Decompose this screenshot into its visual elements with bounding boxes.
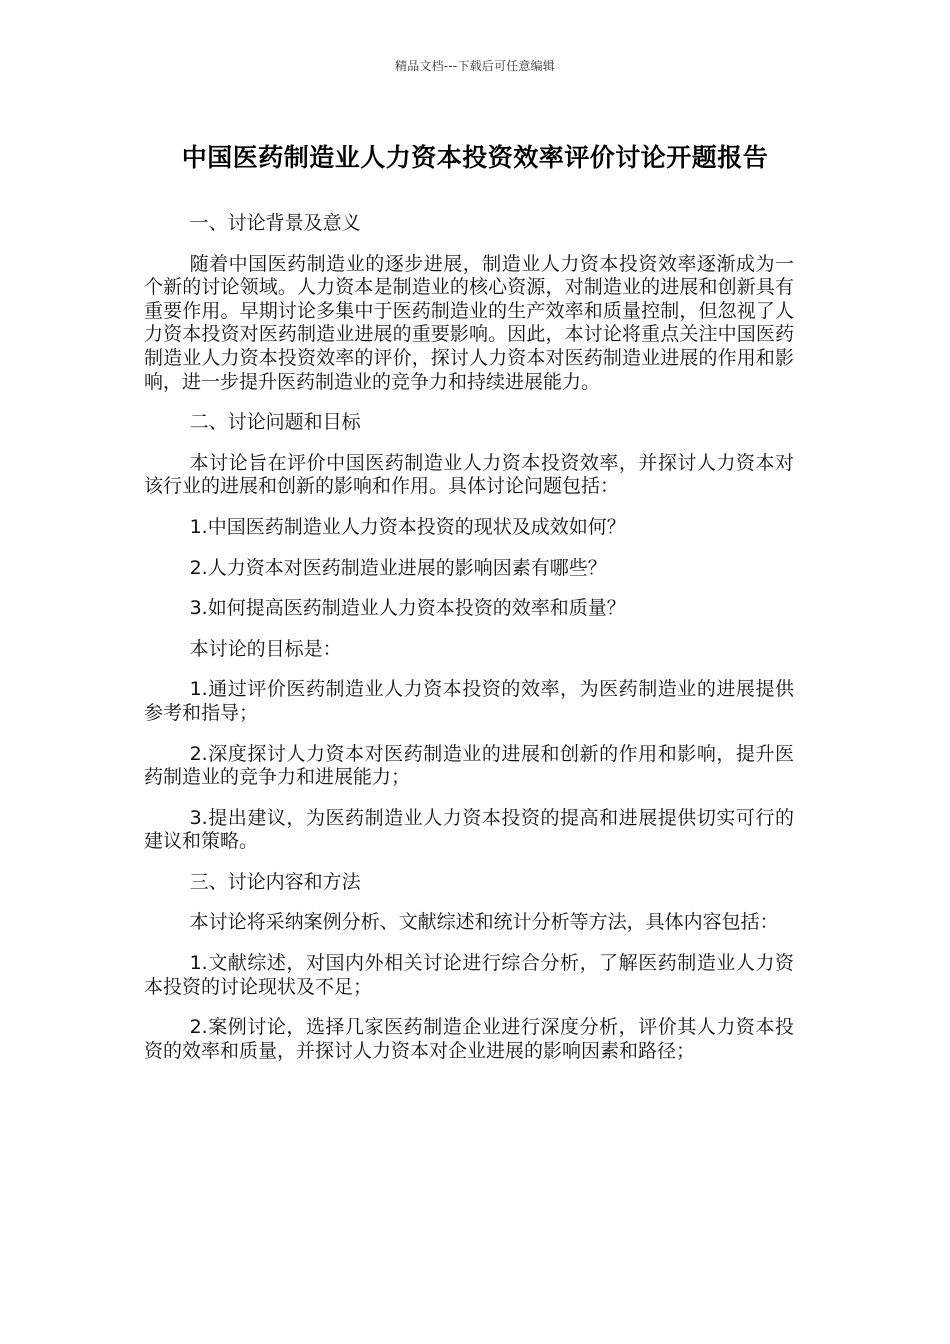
goal-item-3: 3.提出建议，为医药制造业人力资本投资的提高和进展提供切实可行的建议和策略。 [144, 806, 794, 853]
goal-item-2: 2.深度探讨人力资本对医药制造业的进展和创新的作用和影响，提升医药制造业的竞争力和进展能力； [144, 742, 794, 789]
question-item-1: 1.中国医药制造业人力资本投资的现状及成效如何？ [189, 515, 626, 538]
question-item-3: 3.如何提高医药制造业人力资本投资的效率和质量？ [189, 597, 626, 620]
paragraph-background: 随着中国医药制造业的逐步进展，制造业人力资本投资效率逐渐成为一个新的讨论领域。人力资本是制造业的核心资源，对制造业的进展和创新具有重要作用。早期讨论多集中于医药制造业的生产效率和质量控制，但忽视了人力资本投资对医药制造业进展的重要影响。因此，本讨论将重点关注中国医药制造业人力资本投资效率的评价，探讨人力资本对医药制造业进展的作用和影响，进一步提升医药制造业的竞争力和持续进展能力。 [144, 252, 794, 393]
document-body [144, 212, 794, 1080]
section-heading-background: 一、讨论背景及意义 [189, 212, 361, 234]
goal-item-1: 1.通过评价医药制造业人力资本投资的效率，为医药制造业的进展提供参考和指导； [144, 678, 794, 724]
section-heading-questions: 二、讨论问题和目标 [189, 411, 361, 434]
header-note: 精品文档---下载后可任意编辑 [395, 59, 555, 73]
method-item-2: 2.案例讨论，选择几家医药制造企业进行深度分析，评价其人力资本投资的效率和质量，并探讨人力资本对企业进展的影响因素和路径； [144, 1016, 794, 1062]
document-title: 中国医药制造业人力资本投资效率评价讨论开题报告 [181, 143, 769, 172]
question-item-2: 2.人力资本对医药制造业进展的影响因素有哪些？ [189, 556, 607, 579]
section-heading-methods: 三、讨论内容和方法 [189, 870, 361, 893]
paragraph-goals-intro: 本讨论的目标是： [189, 637, 342, 660]
method-item-1: 1.文献综述，对国内外相关讨论进行综合分析，了解医药制造业人力资本投资的讨论现状及不足； [144, 952, 794, 998]
paragraph-questions-intro: 本讨论旨在评价中国医药制造业人力资本投资效率，并探讨人力资本对该行业的进展和创新的影响和作用。具体讨论问题包括： [144, 451, 794, 498]
paragraph-methods-intro: 本讨论将采纳案例分析、文献综述和统计分析等方法，具体内容包括： [189, 911, 779, 934]
